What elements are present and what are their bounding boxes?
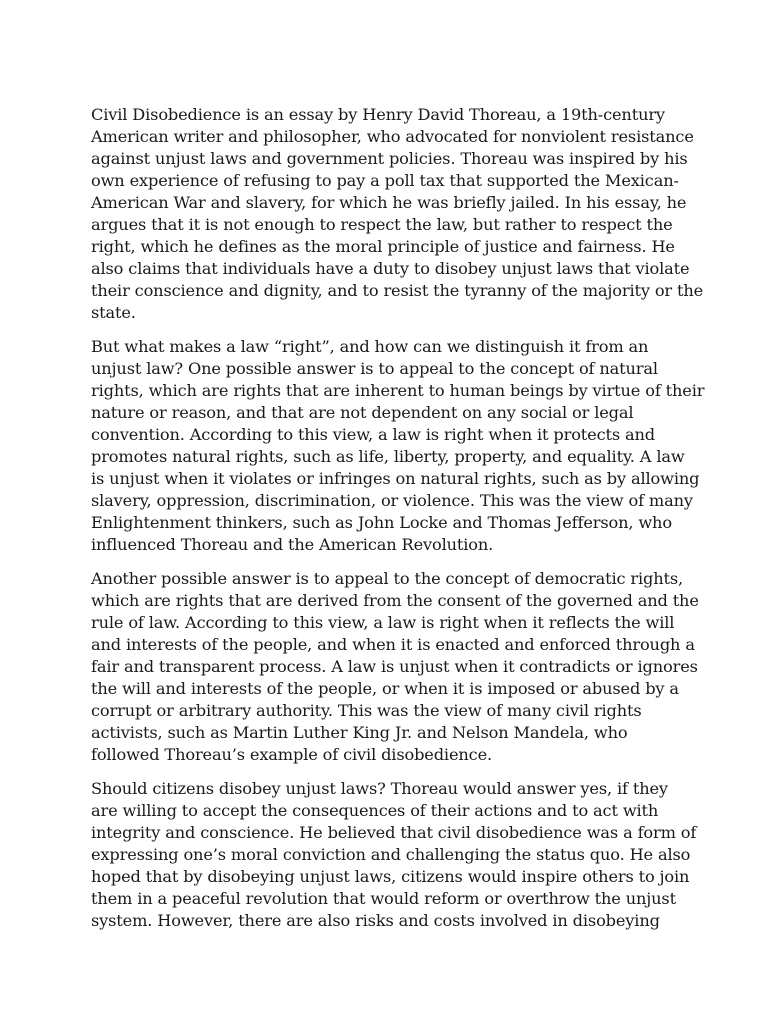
text-line: nature or reason, and that are not dependent on any social or legal	[91, 403, 634, 422]
text-line: promotes natural rights, such as life, liberty, property, and equality. A law	[91, 447, 685, 466]
text-line: them in a peaceful revolution that would reform or overthrow the unjust	[91, 889, 676, 908]
text-line: Enlightenment thinkers, such as John Locke and Thomas Jefferson, who	[91, 513, 672, 532]
text-line: influenced Thoreau and the American Revolution.	[91, 535, 494, 554]
text-line: convention. According to this view, a law is right when it protects and	[91, 425, 656, 444]
text-line: American writer and philosopher, who advocated for nonviolent resistance	[91, 127, 694, 146]
text-line: integrity and conscience. He believed that civil disobedience was a form of	[91, 823, 697, 842]
text-line: rule of law. According to this view, a law is right when it reflects the will	[91, 613, 675, 632]
text-line: unjust law? One possible answer is to appeal to the concept of natural	[91, 359, 658, 378]
text-line: also claims that individuals have a duty to disobey unjust laws that violate	[91, 259, 690, 278]
text-line: hoped that by disobeying unjust laws, citizens would inspire others to join	[91, 867, 690, 886]
text-line: argues that it is not enough to respect the law, but rather to respect the	[91, 215, 673, 234]
text-line: and interests of the people, and when it is enacted and enforced through a	[91, 635, 695, 654]
text-line: their conscience and dignity, and to resist the tyranny of the majority or the	[91, 281, 704, 300]
text-line: corrupt or arbitrary authority. This was the view of many civil rights	[91, 701, 642, 720]
text-line: expressing one’s moral conviction and challenging the status quo. He also	[91, 845, 691, 864]
text-line: against unjust laws and government policies. Thoreau was inspired by his	[91, 149, 688, 168]
paragraph-1	[91, 104, 704, 324]
essay-body	[91, 104, 705, 944]
text-line: Should citizens disobey unjust laws? Thoreau would answer yes, if they	[91, 779, 668, 798]
text-line: own experience of refusing to pay a poll tax that supported the Mexican-	[91, 171, 679, 190]
text-line: Another possible answer is to appeal to the concept of democratic rights,	[91, 569, 684, 588]
text-line: followed Thoreau’s example of civil disobedience.	[91, 745, 493, 764]
text-line: fair and transparent process. A law is unjust when it contradicts or ignores	[91, 657, 698, 676]
paragraph-2	[91, 336, 705, 556]
text-line: are willing to accept the consequences of their actions and to act with	[91, 801, 659, 820]
text-line: But what makes a law “right”, and how can we distinguish it from an	[91, 337, 649, 356]
text-line: state.	[91, 303, 136, 322]
text-line: activists, such as Martin Luther King Jr. and Nelson Mandela, who	[91, 723, 628, 742]
text-line: rights, which are rights that are inherent to human beings by virtue of their	[91, 381, 705, 400]
text-line: the will and interests of the people, or when it is imposed or abused by a	[91, 679, 679, 698]
paragraph-4	[91, 778, 697, 932]
text-line: is unjust when it violates or infringes on natural rights, such as by allowing	[91, 469, 700, 488]
text-line: system. However, there are also risks and costs involved in disobeying	[91, 911, 660, 930]
text-line: which are rights that are derived from the consent of the governed and the	[91, 591, 699, 610]
text-line: slavery, oppression, discrimination, or violence. This was the view of many	[91, 491, 693, 510]
paragraph-3	[91, 568, 699, 766]
text-line: right, which he defines as the moral principle of justice and fairness. He	[91, 237, 675, 256]
text-line: American War and slavery, for which he was briefly jailed. In his essay, he	[91, 193, 687, 212]
text-line: Civil Disobedience is an essay by Henry David Thoreau, a 19th-century	[91, 105, 665, 124]
